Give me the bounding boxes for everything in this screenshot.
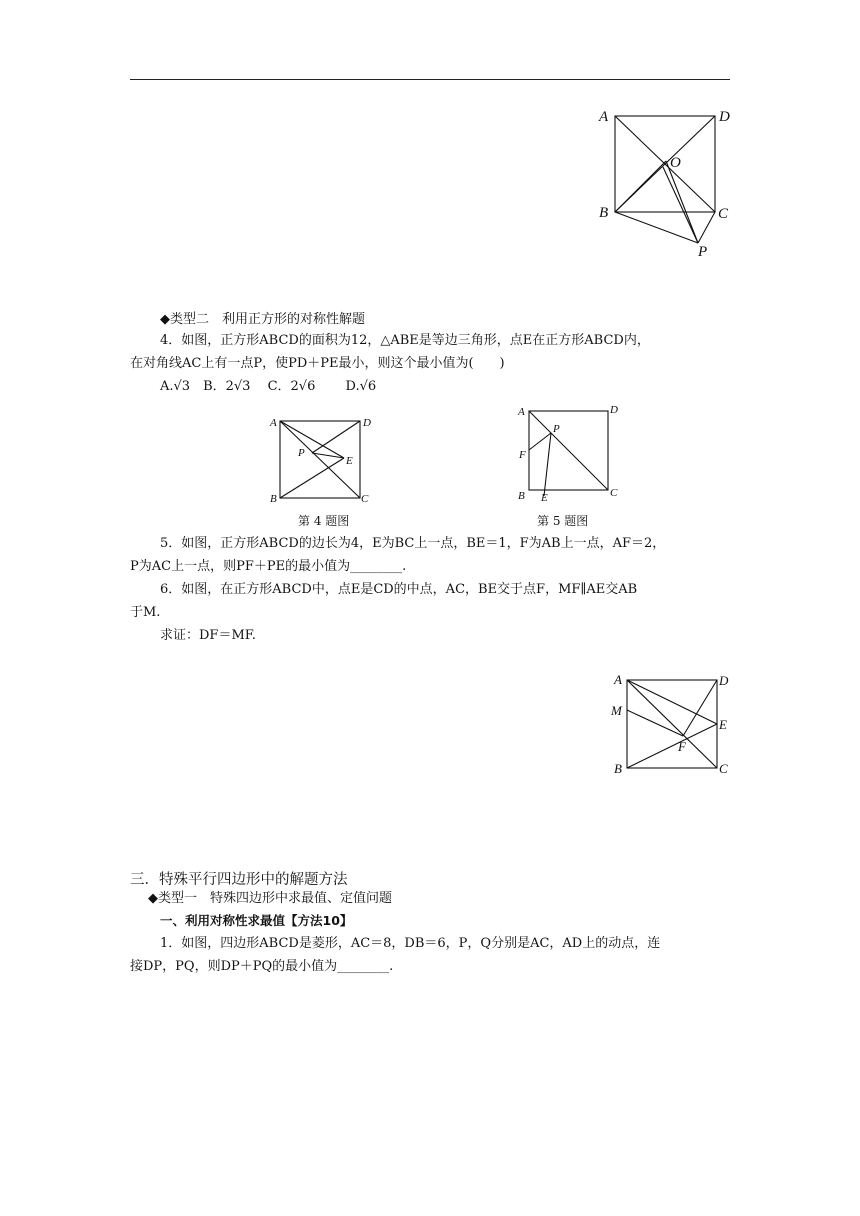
section3-type1: ◆类型一 特殊四边形中求最值、定值问题 <box>148 891 392 906</box>
s3-q1-line1: 1．如图，四边形ABCD是菱形，AC＝8，DB＝6，P，Q分别是AC，AD上的动点，连 <box>160 936 661 951</box>
s3-q1-line2: 接DP，PQ，则DP＋PQ的最小值为________. <box>130 959 394 974</box>
fig6-label-B: B <box>614 761 622 776</box>
fig6-label-F: F <box>678 739 686 754</box>
label-P: P <box>698 244 708 260</box>
label-O: O <box>670 155 681 171</box>
fig4-label-E: E <box>346 455 353 467</box>
figure-6 <box>610 670 735 775</box>
fig4-label-D: D <box>363 417 371 429</box>
label-A: A <box>599 109 609 125</box>
q5-line1: 5．如图，正方形ABCD的边长为4，E为BC上一点，BE＝1，F为AB上一点，AF＝2， <box>160 536 666 551</box>
figure-top-square <box>590 105 740 265</box>
type2-heading: ◆类型二 利用正方形的对称性解题 <box>160 312 365 327</box>
fig4-label-P: P <box>298 447 305 459</box>
fig5-label-B: B <box>518 490 525 502</box>
label-C: C <box>718 206 729 222</box>
fig4-label-C: C <box>361 493 369 505</box>
fig5-label-E: E <box>541 492 548 504</box>
fig5-label-A: A <box>518 406 525 418</box>
q4-options: A.√3 B．2√3 C．2√6 D.√6 <box>160 379 377 394</box>
label-B: B <box>599 205 609 221</box>
fig5-label-C: C <box>610 487 618 499</box>
figure-5 <box>515 402 630 507</box>
section3-sub1: 一、利用对称性求最值【方法10】 <box>160 913 353 928</box>
label-D: D <box>719 109 730 125</box>
q4-line1: 4．如图，正方形ABCD的面积为12，△ABE是等边三角形，点E在正方形ABCD内， <box>160 333 650 348</box>
fig4-label-B: B <box>270 493 277 505</box>
fig6-label-E: E <box>719 717 727 732</box>
fig5-label-D: D <box>610 404 618 416</box>
section3-title: 三．特殊平行四边形中的解题方法 <box>130 872 348 888</box>
fig4-caption: 第 4 题图 <box>298 514 350 528</box>
fig5-caption: 第 5 题图 <box>537 514 589 528</box>
q6-line1: 6．如图，在正方形ABCD中，点E是CD的中点，AC，BE交于点F，MF∥AE交AB <box>160 582 638 597</box>
q4-line2: 在对角线AC上有一点P，使PD＋PE最小，则这个最小值为( ) <box>130 356 505 371</box>
header-rule <box>130 79 730 80</box>
fig6-label-A: A <box>614 672 622 687</box>
q6-line3: 求证：DF＝MF. <box>160 628 256 643</box>
fig6-label-C: C <box>719 761 728 776</box>
fig6-label-D: D <box>719 673 729 688</box>
fig5-label-P: P <box>553 423 560 435</box>
q6-line2: 于M. <box>130 605 161 620</box>
fig6-label-M: M <box>611 703 622 718</box>
figure-4 <box>268 412 378 507</box>
fig4-label-A: A <box>270 417 277 429</box>
q5-line2: P为AC上一点，则PF＋PE的最小值为________. <box>130 559 407 574</box>
fig5-label-F: F <box>519 449 526 461</box>
